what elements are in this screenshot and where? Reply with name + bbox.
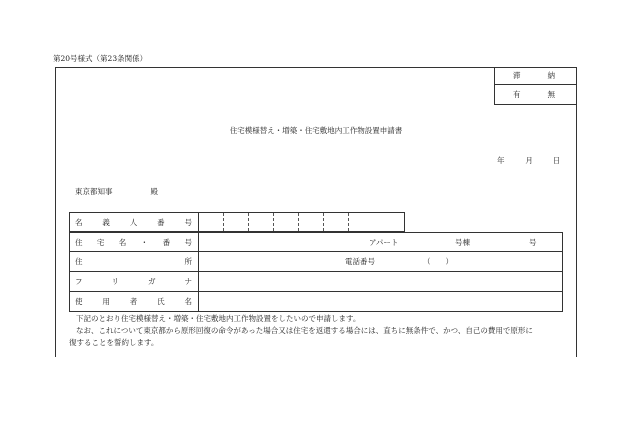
pledge-statement <box>69 313 574 349</box>
label-furigana <box>70 272 199 291</box>
address-input[interactable] <box>199 252 562 271</box>
user-name-input[interactable] <box>199 292 562 311</box>
arrears-box <box>494 67 577 105</box>
date-line[interactable] <box>497 155 560 166</box>
applicant-number-input[interactable] <box>199 213 404 231</box>
addressee-name: 東京都知事 <box>75 187 113 196</box>
table-row-user-name <box>69 292 563 312</box>
phone-paren: （ ） <box>423 257 453 266</box>
label-char: 住 <box>75 257 83 266</box>
label-char: 住 <box>75 237 83 247</box>
label-char: 名 <box>75 217 83 227</box>
form-number: 第20号様式（第23条関係） <box>53 54 148 63</box>
table-row-furigana <box>69 272 563 292</box>
label-char: リ <box>111 277 119 286</box>
arrears-header <box>495 67 577 85</box>
arrears-yes[interactable]: 有 <box>513 89 521 99</box>
label-char: 義 <box>102 217 110 227</box>
date-day: 日 <box>552 156 561 165</box>
furigana-input[interactable] <box>199 272 562 291</box>
digit-box[interactable] <box>249 213 274 231</box>
label-user-name <box>70 292 199 311</box>
label-char: ナ <box>184 277 192 286</box>
digit-box[interactable] <box>274 213 299 231</box>
arrears-char-1: 滞 <box>513 71 521 80</box>
housing-input[interactable] <box>199 233 562 251</box>
digit-box[interactable] <box>299 213 324 231</box>
label-char: 番 <box>162 237 171 247</box>
statement-line-3: 復することを誓約します。 <box>69 338 159 347</box>
arrears-char-2: 納 <box>547 71 555 80</box>
label-char: 使 <box>75 297 83 306</box>
arrears-options[interactable] <box>495 85 577 103</box>
addressee <box>75 186 158 197</box>
label-char: 者 <box>129 297 138 306</box>
date-month: 月 <box>525 156 533 165</box>
label-char: 宅 <box>96 237 105 247</box>
label-address <box>70 252 199 271</box>
document-title: 住宅模様替え・増築・住宅敷地内工作物設置申請書 <box>229 126 403 135</box>
label-char: 番 <box>157 217 165 227</box>
date-year: 年 <box>497 156 505 165</box>
building-label: 号棟 <box>455 237 470 247</box>
table-row-applicant-number <box>69 212 405 232</box>
room-label: 号 <box>529 237 537 247</box>
label-char: ・ <box>140 237 149 247</box>
arrears-no[interactable]: 無 <box>547 89 555 99</box>
statement-line-2: なお、これについて東京都から原形回復の命令があった場合又は住宅を返還する場合には、直ちに無条件で、かつ、自己の費用で原形に <box>76 326 533 335</box>
label-char: 人 <box>129 217 138 227</box>
label-char: 名 <box>118 237 127 247</box>
digit-box[interactable] <box>199 213 224 231</box>
label-char: 号 <box>184 217 192 227</box>
phone-label: 電話番号 <box>345 257 375 266</box>
digit-box[interactable] <box>324 213 349 231</box>
apartment-label: アパート <box>369 237 399 247</box>
table-row-housing <box>69 232 563 252</box>
label-char: 用 <box>102 297 110 306</box>
label-char: フ <box>75 277 83 286</box>
label-applicant-number <box>70 213 199 231</box>
label-char: ガ <box>148 277 156 286</box>
label-char: 号 <box>184 237 192 247</box>
statement-line-1: 下記のとおり住宅模様替え・増築・住宅敷地内工作物設置をしたいので申請します。 <box>76 314 361 323</box>
label-char: 氏 <box>157 297 165 306</box>
label-char: 所 <box>184 257 192 266</box>
label-housing <box>70 233 199 251</box>
addressee-honorific: 殿 <box>150 187 158 196</box>
label-char: 名 <box>184 297 192 306</box>
digit-box[interactable] <box>224 213 249 231</box>
table-row-address <box>69 252 563 272</box>
digit-box[interactable] <box>349 213 374 231</box>
